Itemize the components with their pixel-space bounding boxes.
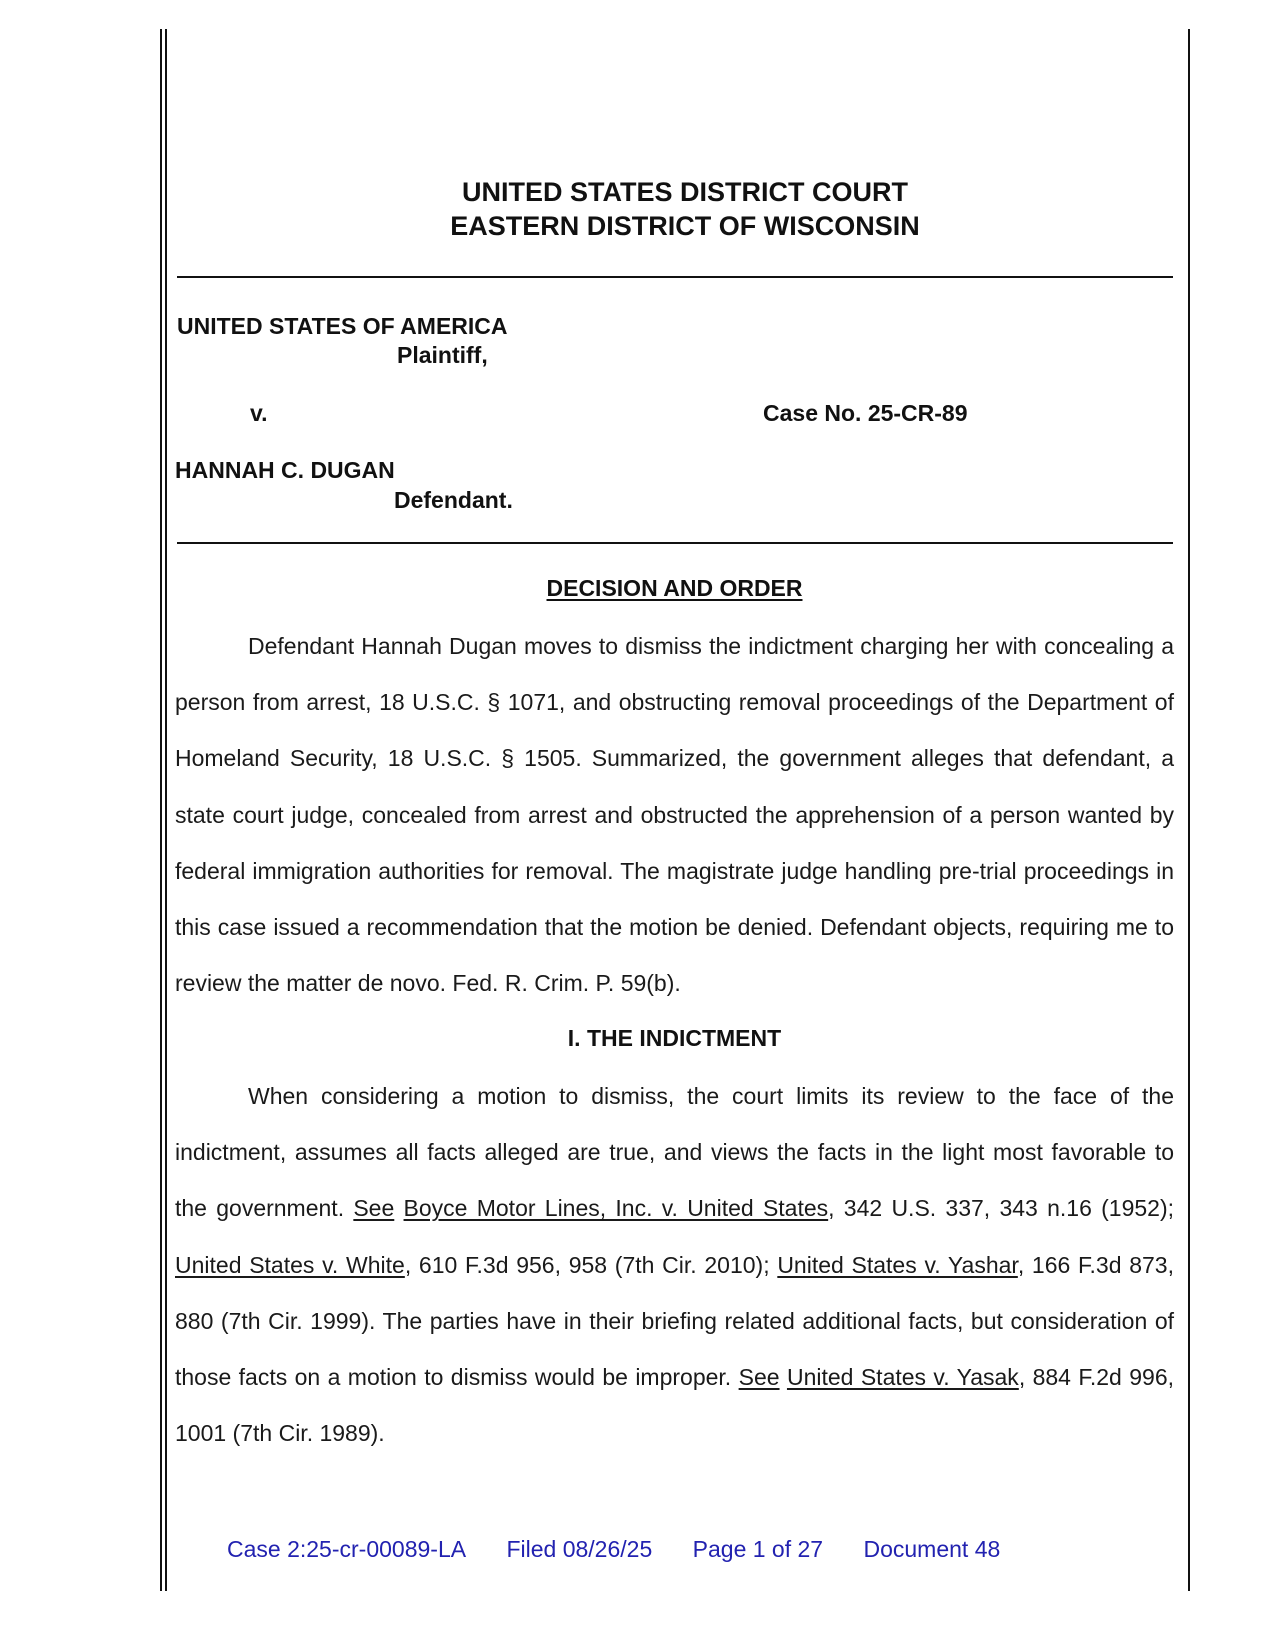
document-title-text: DECISION AND ORDER bbox=[546, 575, 803, 601]
paragraph-intro bbox=[175, 618, 1174, 1011]
plaintiff-role: Plaintiff, bbox=[397, 342, 488, 368]
text: , 884 F.2d 996, 1001 (7th Cir. 1989). bbox=[175, 1364, 1174, 1447]
paragraph-intro-text: Defendant Hannah Dugan moves to dismiss the indictment charging her with concealing a person from arrest, 18 U.S.C. § 1071, and obstructing removal proceedings of the Department of Homeland Security, 18 U.S.C. § 1505. Summarized, the government alleges that defendant, a state court judge, concealed from arrest and obstructed the apprehension of a person wanted by federal immigration authorities for removal. The magistrate judge handling pre-trial proceedings in this case issued a recommendation that the motion be denied. Defendant objects, requiring me to review the matter de novo. Fed. R. Crim. P. 59(b). bbox=[175, 633, 1174, 997]
caption-rule-top bbox=[177, 276, 1173, 278]
left-border-inner bbox=[165, 29, 167, 1591]
versus: v. bbox=[250, 400, 268, 426]
court-name: UNITED STATES DISTRICT COURT bbox=[462, 177, 908, 207]
text: , 166 F.3d 873, 880 (7th Cir. 1999). The parties have in their briefing related additional facts, but consideration of those facts on a motion to dismiss would be improper. bbox=[175, 1251, 1174, 1391]
case-citation: Boyce Motor Lines, Inc. v. United States bbox=[403, 1195, 829, 1222]
ecf-footer bbox=[227, 1536, 1034, 1563]
footer-page: Page 1 of 27 bbox=[692, 1536, 824, 1562]
section-heading: I. THE INDICTMENT bbox=[567, 1025, 782, 1051]
text bbox=[394, 1195, 403, 1221]
plaintiff-name: UNITED STATES OF AMERICA bbox=[177, 313, 508, 339]
case-citation: United States v. Yashar bbox=[777, 1251, 1018, 1278]
signal-see: See bbox=[353, 1195, 395, 1222]
case-citation: United States v. Yasak bbox=[786, 1364, 1019, 1391]
text bbox=[780, 1364, 787, 1390]
footer-filed: Filed 08/26/25 bbox=[506, 1536, 653, 1562]
signal-see: See bbox=[738, 1364, 780, 1391]
left-border-outer bbox=[160, 29, 162, 1591]
text: When considering a motion to dismiss, the court limits its review to the face of the indictment, assumes all facts alleged are true, and views the facts in the light most favorable to the government. bbox=[175, 1083, 1174, 1222]
paragraph-indictment bbox=[175, 1068, 1174, 1461]
document-title bbox=[175, 575, 1174, 602]
right-border bbox=[1188, 29, 1190, 1591]
text: , 610 F.3d 956, 958 (7th Cir. 2010); bbox=[404, 1251, 778, 1278]
case-citation: United States v. White bbox=[175, 1251, 405, 1278]
court-district: EASTERN DISTRICT OF WISCONSIN bbox=[450, 211, 920, 241]
case-number: Case No. 25-CR-89 bbox=[763, 400, 968, 426]
footer-case: Case 2:25-cr-00089-LA bbox=[227, 1536, 467, 1562]
defendant-name: HANNAH C. DUGAN bbox=[175, 457, 395, 483]
footer-document: Document 48 bbox=[863, 1536, 1001, 1562]
caption-rule-bottom bbox=[177, 542, 1173, 544]
text: , 342 U.S. 337, 343 n.16 (1952); bbox=[828, 1195, 1174, 1222]
defendant-role: Defendant. bbox=[394, 487, 513, 513]
